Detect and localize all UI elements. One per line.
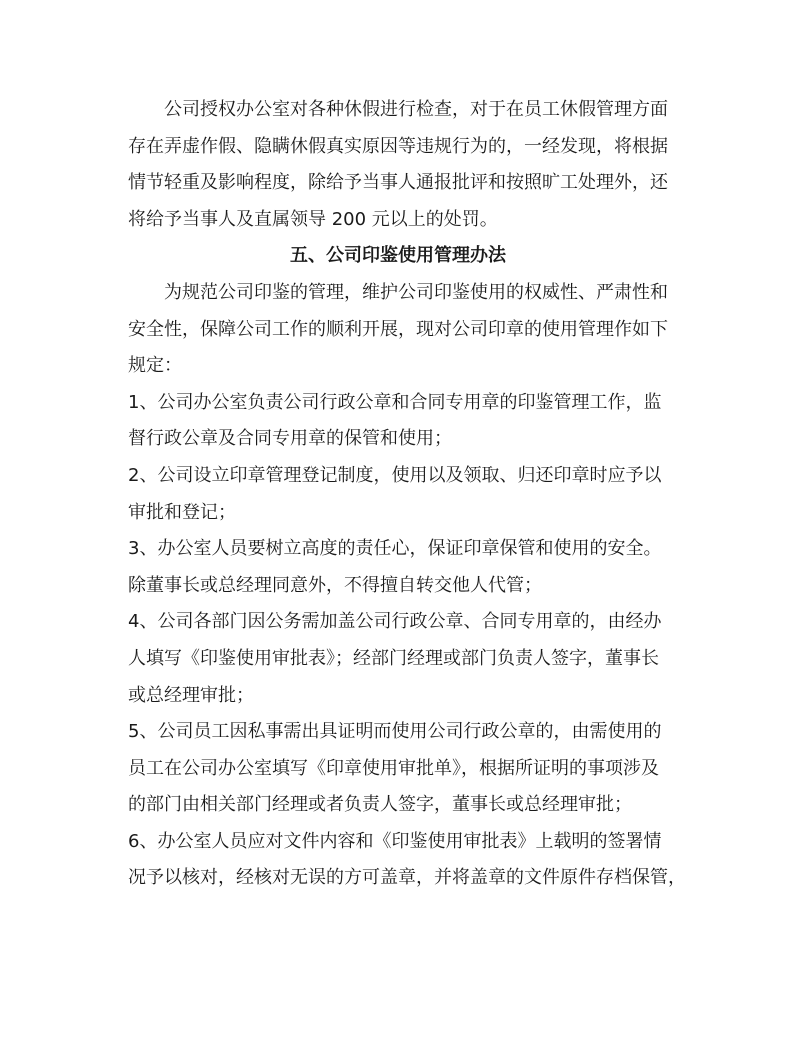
text-line: 除董事长或总经理同意外，不得擅自转交他人代管； [128, 574, 542, 596]
text-line: 的部门由相关部门经理或者负责人签字，董事长或总经理审批； [128, 794, 632, 816]
text-line: 员工在公司办公室填写《印章使用审批单》，根据所证明的事项涉及 [128, 757, 659, 779]
text-line: 2、公司设立印章管理登记制度，使用以及领取、归还印章时应予以 [128, 464, 662, 486]
text-line: 况予以核对，经核对无误的方可盖章，并将盖章的文件原件存档保管， [128, 867, 686, 889]
text-line: 5、公司员工因私事需出具证明而使用公司行政公章的，由需使用的 [128, 721, 662, 743]
text-line: 存在弄虚作假、隐瞒休假真实原因等违规行为的，一经发现，将根据 [128, 135, 668, 157]
text-line: 为规范公司印鉴的管理，维护公司印鉴使用的权威性、严肃性和 [164, 281, 668, 303]
document-page [128, 92, 686, 897]
text-line: 公司授权办公室对各种休假进行检查，对于在员工休假管理方面 [164, 99, 668, 120]
text-line: 或总经理审批； [128, 684, 254, 706]
list-item-2 [128, 458, 668, 531]
list-item-6 [128, 824, 686, 897]
text-line: 1、公司办公室负责公司行政公章和合同专用章的印鉴管理工作，监 [128, 391, 662, 413]
section-heading: 五、公司印鉴使用管理办法 [290, 245, 506, 267]
text-line: 审批和登记； [128, 501, 236, 523]
text-line: 将给予当事人及直属领导 200 元以上的处罚。 [128, 208, 498, 230]
text-line: 3、办公室人员要树立高度的责任心，保证印章保管和使用的安全。 [128, 538, 662, 560]
list-item-4 [128, 604, 668, 714]
text-line: 安全性，保障公司工作的顺利开展，现对公司印章的使用管理作如下 [128, 318, 668, 340]
text-line: 6、办公室人员应对文件内容和《印鉴使用审批表》上载明的签署情 [128, 830, 662, 852]
paragraph-leave-inspection [128, 92, 668, 238]
text-line: 规定： [128, 355, 182, 377]
text-line: 人填写《印鉴使用审批表》；经部门经理或部门负责人签字，董事长 [128, 647, 659, 669]
list-item-5 [128, 714, 668, 824]
text-line: 4、公司各部门因公务需加盖公司行政公章、合同专用章的，由经办 [128, 611, 662, 633]
list-item-3 [128, 531, 668, 604]
text-line: 督行政公章及合同专用章的保管和使用； [128, 428, 452, 450]
list-item-1 [128, 385, 668, 458]
text-line: 情节轻重及影响程度，除给予当事人通报批评和按照旷工处理外，还 [128, 172, 668, 194]
paragraph-seal-intro [128, 275, 668, 385]
